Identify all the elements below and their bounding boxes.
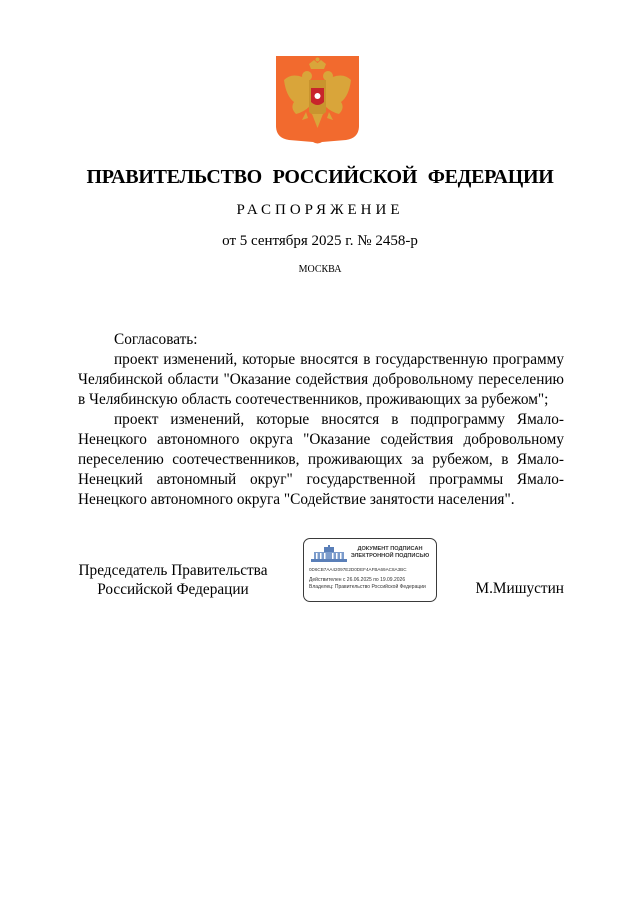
stamp-certificate: 0D6CB7AA42097E2D0DEF4AFBA69AC8A3BC xyxy=(309,567,407,572)
signer-position xyxy=(78,561,268,599)
document-date-number: от 5 сентября 2025 г. № 2458-р xyxy=(222,233,418,249)
stamp-validity: Действителен с 26.06.2025 по 19.09.2026 xyxy=(309,577,406,583)
stamp-owner: Владелец: Правительство Российской Федерации xyxy=(309,584,426,590)
signer-position-line: Председатель Правительства xyxy=(78,562,268,579)
government-title: ПРАВИТЕЛЬСТВО РОССИЙСКОЙ ФЕДЕРАЦИИ xyxy=(86,166,554,188)
state-emblem-icon xyxy=(276,56,359,145)
electronic-signature-stamp xyxy=(303,538,437,602)
signer-name: М.Мишустин xyxy=(475,580,564,597)
body-paragraph: проект изменений, которые вносятся в подпрограмму Ямало-Ненецкого автономного округа "Оказание содействия добровольному переселению соотечественников, проживающих за рубежом, в Ямало-Ненецкий автономный округ" государственной программы Ямало-Ненецкого автономного округа "Содействие занятости населения". xyxy=(78,411,564,508)
body-paragraph: проект изменений, которые вносятся в государственную программу Челябинской области "Оказание содействия добровольному переселению в Челябинскую область соотечественников, проживающих за рубежом"; xyxy=(78,351,564,408)
document-body xyxy=(78,330,564,510)
body-lead: Согласовать: xyxy=(114,331,198,348)
stamp-title: ДОКУМЕНТ ПОДПИСАН ЭЛЕКТРОННОЙ ПОДПИСЬЮ xyxy=(350,546,430,559)
signer-position-line: Российской Федерации xyxy=(97,581,249,598)
document-city: МОСКВА xyxy=(298,264,342,275)
government-building-icon xyxy=(311,545,347,562)
document-type: РАСПОРЯЖЕНИЕ xyxy=(236,202,404,218)
